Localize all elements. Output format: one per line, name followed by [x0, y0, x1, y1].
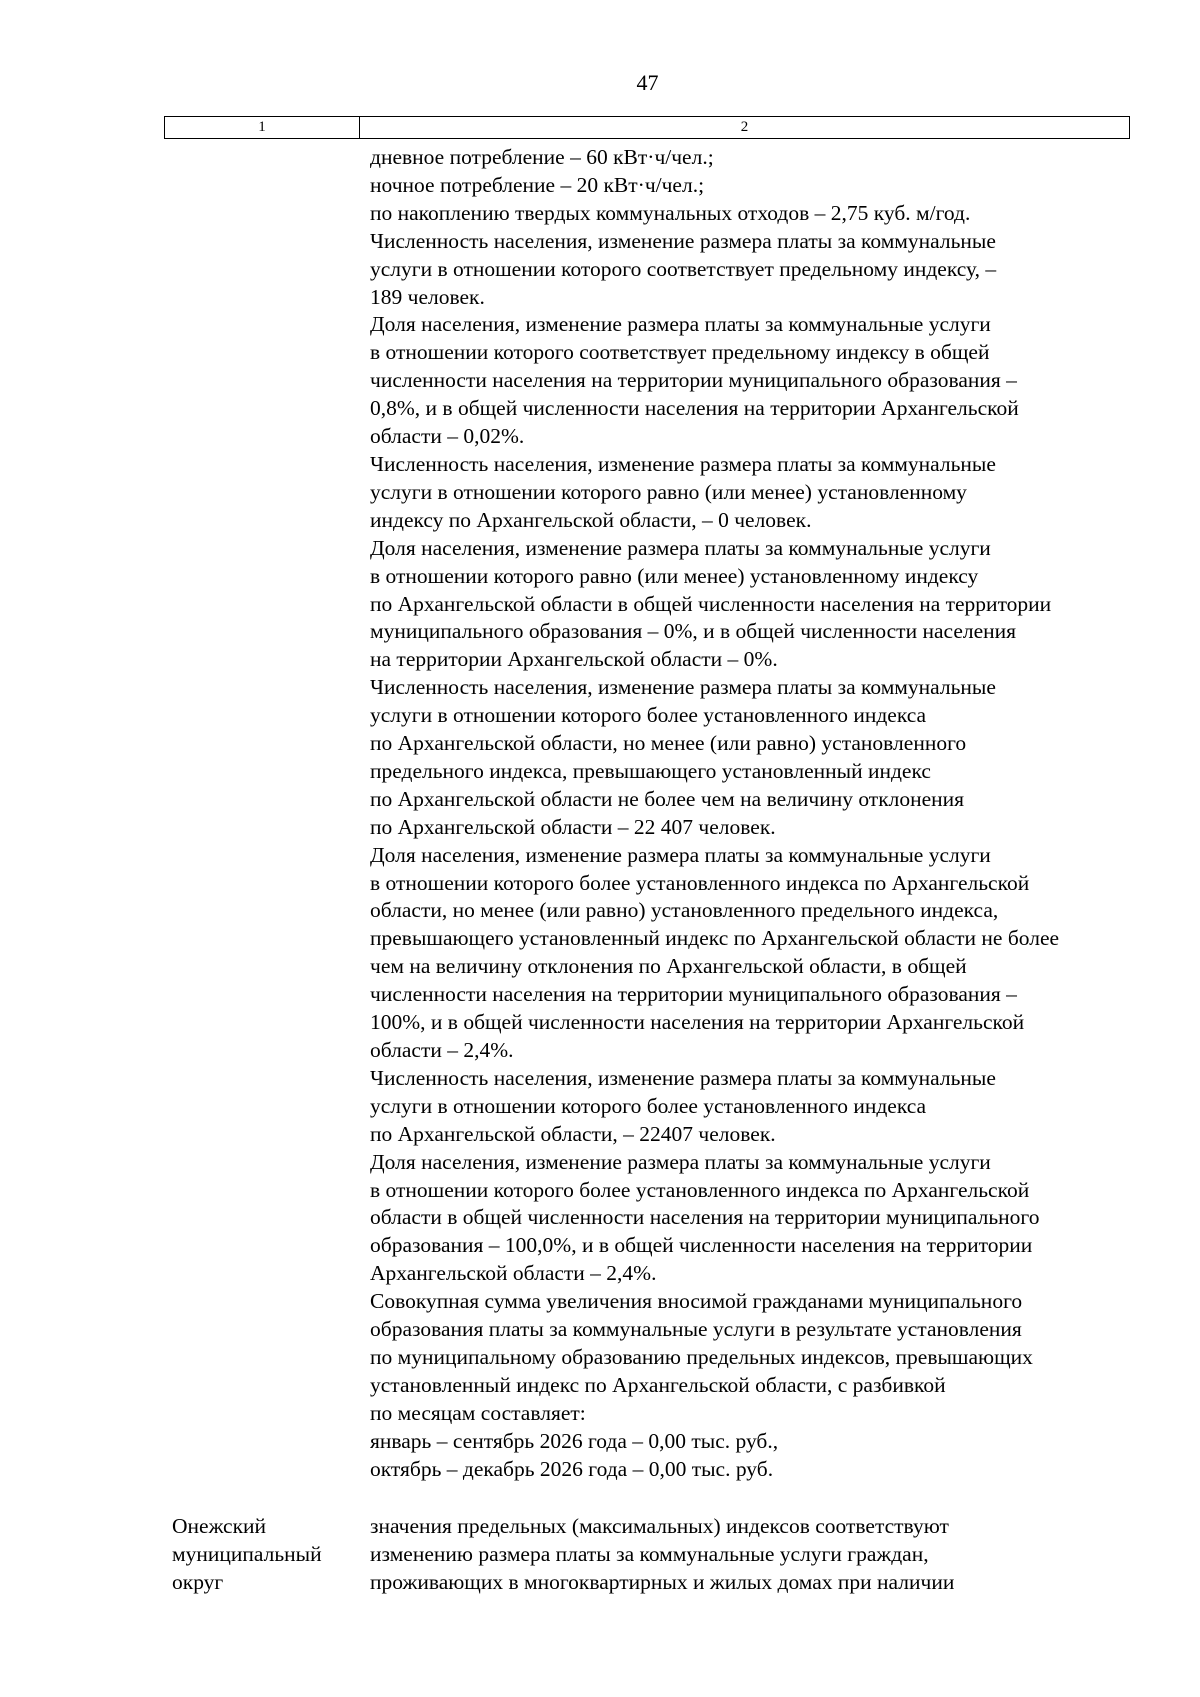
text-line: по Архангельской области не более чем на величину отклонения: [370, 786, 965, 811]
municipality-name: [172, 1513, 362, 1597]
page-number: 47: [636, 70, 659, 95]
text-line: 0,8%, и в общей численности населения на территории Архангельской: [370, 396, 1019, 421]
municipality-description: [370, 1513, 1130, 1597]
text-line: изменению размера платы за коммунальные услуги граждан,: [370, 1541, 929, 1566]
text-line: дневное потребление – 60 кВт·ч/чел.;: [370, 145, 714, 169]
text-line: значения предельных (максимальных) индексов соответствуют: [370, 1514, 949, 1538]
text-line: услуги в отношении которого более установленного индекса: [370, 703, 927, 728]
text-line: Численность населения, изменение размера платы за коммунальные: [370, 228, 996, 253]
text-line: области – 2,4%.: [370, 1038, 514, 1062]
text-line: Совокупная сумма увеличения вносимой гражданами муниципального: [370, 1289, 1023, 1314]
text-line: Численность населения, изменение размера платы за коммунальные: [370, 451, 996, 476]
text-line: области, но менее (или равно) установленного предельного индекса,: [370, 898, 999, 923]
text-line: услуги в отношении которого более установленного индекса: [370, 1093, 927, 1118]
text-line: октябрь – декабрь 2026 года – 0,00 тыс. руб.: [370, 1456, 774, 1481]
text-line: численности населения на территории муниципального образования –: [370, 982, 1017, 1007]
text-line: Архангельской области – 2,4%.: [370, 1261, 657, 1286]
municipality-name-line: Онежский: [172, 1514, 267, 1538]
text-line: по Архангельской области, – 22407 человек.: [370, 1121, 776, 1146]
table-header-row: [164, 116, 1130, 139]
table-row-1-content: [370, 144, 1130, 1484]
text-line: установленный индекс по Архангельской области, с разбивкой: [370, 1372, 946, 1397]
text-line: услуги в отношении которого соответствует предельному индексу, –: [370, 256, 997, 281]
text-line: Доля населения, изменение размера платы за коммунальные услуги: [370, 535, 991, 560]
text-line: Численность населения, изменение размера платы за коммунальные: [370, 1065, 996, 1090]
text-line: Доля населения, изменение размера платы за коммунальные услуги: [370, 1149, 991, 1174]
text-line: на территории Архангельской области – 0%.: [370, 647, 778, 672]
text-line: чем на величину отклонения по Архангельской области, в общей: [370, 954, 967, 979]
text-line: в отношении которого соответствует предельному индексу в общей: [370, 340, 990, 365]
text-line: в отношении которого равно (или менее) установленному индексу: [370, 563, 979, 588]
text-line: области – 0,02%.: [370, 424, 525, 449]
text-line: индексу по Архангельской области, – 0 человек.: [370, 507, 812, 532]
text-line: Доля населения, изменение размера платы за коммунальные услуги: [370, 312, 991, 337]
text-line: по месяцам составляет:: [370, 1400, 586, 1425]
text-line: услуги в отношении которого равно (или менее) установленному: [370, 479, 967, 504]
municipality-name-line: муниципальный: [172, 1541, 322, 1566]
text-line: по Архангельской области – 22 407 человек.: [370, 814, 776, 839]
text-line: предельного индекса, превышающего установленный индекс: [370, 758, 931, 783]
table-header-col2: 2: [740, 119, 749, 135]
municipality-name-line: округ: [172, 1569, 224, 1594]
text-line: ночное потребление – 20 кВт·ч/чел.;: [370, 172, 705, 197]
text-line: превышающего установленный индекс по Архангельской области не более: [370, 926, 1060, 951]
text-line: по муниципальному образованию предельных индексов, превышающих: [370, 1344, 1033, 1369]
text-line: январь – сентябрь 2026 года – 0,00 тыс. руб.,: [370, 1428, 779, 1453]
text-line: Доля населения, изменение размера платы за коммунальные услуги: [370, 842, 991, 867]
text-line: образования платы за коммунальные услуги в результате установления: [370, 1317, 1022, 1342]
text-line: по накоплению твердых коммунальных отходов – 2,75 куб. м/год.: [370, 200, 971, 225]
text-line: области в общей численности населения на территории муниципального: [370, 1205, 1040, 1230]
text-line: по Архангельской области в общей численности населения на территории: [370, 591, 1052, 616]
text-line: проживающих в многоквартирных и жилых домах при наличии: [370, 1569, 955, 1594]
text-line: Численность населения, изменение размера платы за коммунальные: [370, 675, 996, 700]
text-line: муниципального образования – 0%, и в общей численности населения: [370, 619, 1017, 644]
text-line: по Архангельской области, но менее (или равно) установленного: [370, 731, 967, 756]
text-line: образования – 100,0%, и в общей численности населения на территории: [370, 1233, 1033, 1258]
text-line: в отношении которого более установленного индекса по Архангельской: [370, 1177, 1030, 1202]
text-line: 100%, и в общей численности населения на территории Архангельской: [370, 1010, 1025, 1035]
table-header-col1: 1: [165, 117, 360, 138]
text-line: численности населения на территории муниципального образования –: [370, 368, 1017, 393]
text-line: 189 человек.: [370, 284, 485, 309]
text-line: в отношении которого более установленного индекса по Архангельской: [370, 870, 1030, 895]
